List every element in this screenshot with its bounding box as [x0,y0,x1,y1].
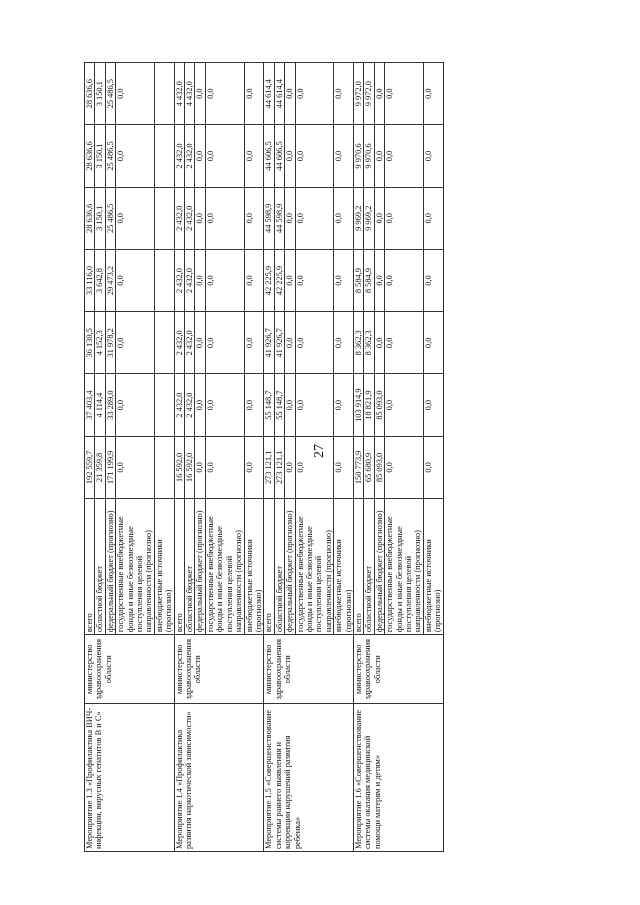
amount-cell: 0,0 [244,436,264,498]
amount-cell: 28 636,6 [85,125,95,187]
amount-cell: 0,0 [334,312,354,374]
funding-source-cell: федеральный бюджет (прогнозно) [105,499,115,635]
amount-cell: 85 093,0 [374,374,384,436]
amount-cell: 0,0 [244,374,264,436]
amount-cell: 0,0 [205,125,244,187]
amount-cell: 2 432,0 [174,249,184,311]
amount-cell: 0,0 [334,187,354,249]
table-row [174,63,184,852]
amount-cell: 0,0 [244,249,264,311]
amount-cell: 0,0 [334,249,354,311]
amount-cell: 0,0 [334,374,354,436]
amount-cell: 25 486,5 [105,187,115,249]
amount-cell: 0,0 [116,187,155,249]
amount-cell: 0,0 [334,125,354,187]
amount-cell: 18 821,9 [364,374,374,436]
amount-cell: 0,0 [423,374,443,436]
amount-cell: 2 432,0 [185,187,195,249]
amount-cell: 0,0 [295,63,334,125]
amount-cell [154,249,174,311]
amount-cell: 0,0 [295,312,334,374]
funding-source-cell: областной бюджет [274,499,284,635]
amount-cell: 42 225,9 [274,249,284,311]
amount-cell: 171 199,9 [105,436,115,498]
amount-cell: 16 592,0 [185,436,195,498]
measure-name-cell: Мероприятие 1.6 «Совершенствование системы оказания медицинской помощи матерям и детям» [353,704,443,852]
table-row [264,63,274,852]
amount-cell: 0,0 [205,63,244,125]
amount-cell: 273 121,1 [264,436,274,498]
amount-cell: 0,0 [385,312,424,374]
measure-name-cell: Мероприятие 1.4 «Профилактика развития наркотической зависимости» [174,704,264,852]
amount-cell: 0,0 [385,374,424,436]
amount-cell: 0,0 [285,63,295,125]
amount-cell: 0,0 [334,63,354,125]
amount-cell: 0,0 [116,63,155,125]
amount-cell: 44 598,9 [264,187,274,249]
amount-cell: 55 148,7 [274,374,284,436]
funding-source-cell: всего [353,499,363,635]
amount-cell [154,374,174,436]
table-body [85,63,444,852]
amount-cell: 2 432,0 [185,249,195,311]
amount-cell: 44 614,4 [274,63,284,125]
amount-cell: 2 432,0 [174,312,184,374]
funding-source-cell: государственные внебюджетные фонды и иные безвозмездные поступления целевой направленности (прогнозно) [295,499,334,635]
amount-cell: 2 432,0 [174,125,184,187]
amount-cell: 2 432,0 [174,374,184,436]
amount-cell: 0,0 [423,249,443,311]
amount-cell: 150 773,9 [353,436,363,498]
amount-cell: 85 093,0 [374,436,384,498]
amount-cell: 0,0 [116,436,155,498]
amount-cell: 0,0 [195,125,205,187]
amount-cell: 0,0 [423,187,443,249]
amount-cell: 2 432,0 [185,125,195,187]
amount-cell: 0,0 [295,249,334,311]
amount-cell: 273 121,1 [274,436,284,498]
amount-cell: 0,0 [374,187,384,249]
amount-cell: 103 914,9 [353,374,363,436]
amount-cell: 0,0 [205,187,244,249]
amount-cell: 3 150,1 [95,125,105,187]
funding-source-cell: всего [174,499,184,635]
rotated-table-wrapper [84,62,640,852]
amount-cell: 44 606,5 [264,125,274,187]
amount-cell: 42 225,9 [264,249,274,311]
amount-cell: 0,0 [195,374,205,436]
amount-cell: 0,0 [385,63,424,125]
funding-source-cell: федеральный бюджет (прогнозно) [195,499,205,635]
amount-cell [154,312,174,374]
amount-cell: 0,0 [205,436,244,498]
responsible-cell: министерство здравоохранения области [353,635,443,704]
amount-cell: 0,0 [195,436,205,498]
amount-cell: 0,0 [116,249,155,311]
amount-cell: 0,0 [244,125,264,187]
amount-cell: 0,0 [244,63,264,125]
amount-cell [154,436,174,498]
amount-cell: 8 362,3 [353,312,363,374]
amount-cell: 2 432,0 [174,187,184,249]
amount-cell: 192 559,7 [85,436,95,498]
amount-cell: 0,0 [285,125,295,187]
amount-cell: 0,0 [385,125,424,187]
amount-cell: 0,0 [374,249,384,311]
amount-cell: 9 972,0 [353,63,363,125]
amount-cell: 33 116,0 [85,249,95,311]
amount-cell: 0,0 [285,312,295,374]
amount-cell: 0,0 [423,436,443,498]
page-number: 27 [312,444,327,458]
funding-source-cell: областной бюджет [95,499,105,635]
amount-cell: 0,0 [244,312,264,374]
funding-source-cell: областной бюджет [185,499,195,635]
amount-cell: 0,0 [385,249,424,311]
amount-cell [154,187,174,249]
amount-cell: 0,0 [334,436,354,498]
table-row [353,63,363,852]
amount-cell: 0,0 [285,436,295,498]
amount-cell: 0,0 [295,436,334,498]
responsible-cell: министерство здравоохранения области [174,635,264,704]
amount-cell: 41 926,7 [274,312,284,374]
funding-source-cell: внебюджетные источники (прогнозно) [334,499,354,635]
amount-cell: 0,0 [385,436,424,498]
amount-cell: 3 150,1 [95,63,105,125]
amount-cell: 0,0 [295,125,334,187]
amount-cell: 0,0 [205,374,244,436]
amount-cell: 0,0 [285,374,295,436]
amount-cell: 21 359,8 [95,436,105,498]
amount-cell: 55 148,7 [264,374,274,436]
responsible-cell: министерство здравоохранения области [85,635,175,704]
amount-cell: 0,0 [295,374,334,436]
amount-cell [154,63,174,125]
amount-cell: 0,0 [116,125,155,187]
amount-cell: 0,0 [116,312,155,374]
amount-cell: 0,0 [423,312,443,374]
amount-cell: 0,0 [423,125,443,187]
funding-source-cell: всего [85,499,95,635]
funding-source-cell: федеральный бюджет (прогнозно) [374,499,384,635]
amount-cell: 0,0 [195,312,205,374]
funding-table [84,62,444,852]
responsible-cell: министерство здравоохранения области [264,635,354,704]
amount-cell: 9 969,2 [353,187,363,249]
amount-cell: 41 926,7 [264,312,274,374]
amount-cell: 4 432,0 [185,63,195,125]
amount-cell: 8 584,9 [364,249,374,311]
amount-cell: 31 978,2 [105,312,115,374]
amount-cell: 9 972,0 [364,63,374,125]
funding-source-cell: федеральный бюджет (прогнозно) [285,499,295,635]
amount-cell: 0,0 [205,312,244,374]
funding-source-cell: внебюджетные источники (прогнозно) [423,499,443,635]
amount-cell: 3 150,1 [95,187,105,249]
amount-cell: 65 680,9 [364,436,374,498]
amount-cell: 0,0 [116,374,155,436]
amount-cell: 4 432,0 [174,63,184,125]
amount-cell: 36 130,5 [85,312,95,374]
amount-cell: 33 289,0 [105,374,115,436]
amount-cell: 2 432,0 [185,312,195,374]
measure-name-cell: Мероприятие 1.5 «Совершенствование системы раннего выявления и коррекции нарушений развития ребенка» [264,704,354,852]
funding-source-cell: государственные внебюджетные фонды и иные безвозмездные поступления целевой направленности (прогнозно) [385,499,424,635]
amount-cell: 16 592,0 [174,436,184,498]
amount-cell: 0,0 [195,249,205,311]
amount-cell: 28 636,6 [85,63,95,125]
amount-cell: 9 970,6 [353,125,363,187]
funding-source-cell: внебюджетные источники (прогнозно) [154,499,174,635]
amount-cell: 9 970,6 [364,125,374,187]
funding-source-cell: внебюджетные источники (прогнозно) [244,499,264,635]
amount-cell: 4 114,4 [95,374,105,436]
amount-cell: 3 642,8 [95,249,105,311]
amount-cell: 0,0 [285,249,295,311]
amount-cell: 0,0 [374,63,384,125]
amount-cell: 44 598,9 [274,187,284,249]
amount-cell: 44 614,4 [264,63,274,125]
amount-cell: 8 584,9 [353,249,363,311]
measure-name-cell: Мероприятие 1.3 «Профилактика ВИЧ-инфекции, вирусных гепатитов В и С» [85,704,175,852]
amount-cell: 0,0 [244,187,264,249]
funding-source-cell: всего [264,499,274,635]
funding-source-cell: областной бюджет [364,499,374,635]
amount-cell: 28 636,6 [85,187,95,249]
amount-cell: 0,0 [423,63,443,125]
amount-cell: 25 486,5 [105,125,115,187]
amount-cell: 2 432,0 [185,374,195,436]
amount-cell: 4 152,3 [95,312,105,374]
amount-cell: 0,0 [295,187,334,249]
amount-cell: 0,0 [285,187,295,249]
amount-cell: 0,0 [195,187,205,249]
table-row [85,63,95,852]
amount-cell: 0,0 [195,63,205,125]
funding-source-cell: государственные внебюджетные фонды и иные безвозмездные поступления целевой направленности (прогнозно) [205,499,244,635]
amount-cell: 0,0 [205,249,244,311]
amount-cell: 37 403,4 [85,374,95,436]
amount-cell: 29 473,2 [105,249,115,311]
amount-cell: 8 362,3 [364,312,374,374]
amount-cell: 9 969,2 [364,187,374,249]
amount-cell: 0,0 [385,187,424,249]
amount-cell: 44 606,5 [274,125,284,187]
funding-source-cell: государственные внебюджетные фонды и иные безвозмездные поступления целевой направленности (прогнозно) [116,499,155,635]
amount-cell [154,125,174,187]
amount-cell: 0,0 [374,125,384,187]
amount-cell: 0,0 [374,312,384,374]
amount-cell: 25 486,5 [105,63,115,125]
